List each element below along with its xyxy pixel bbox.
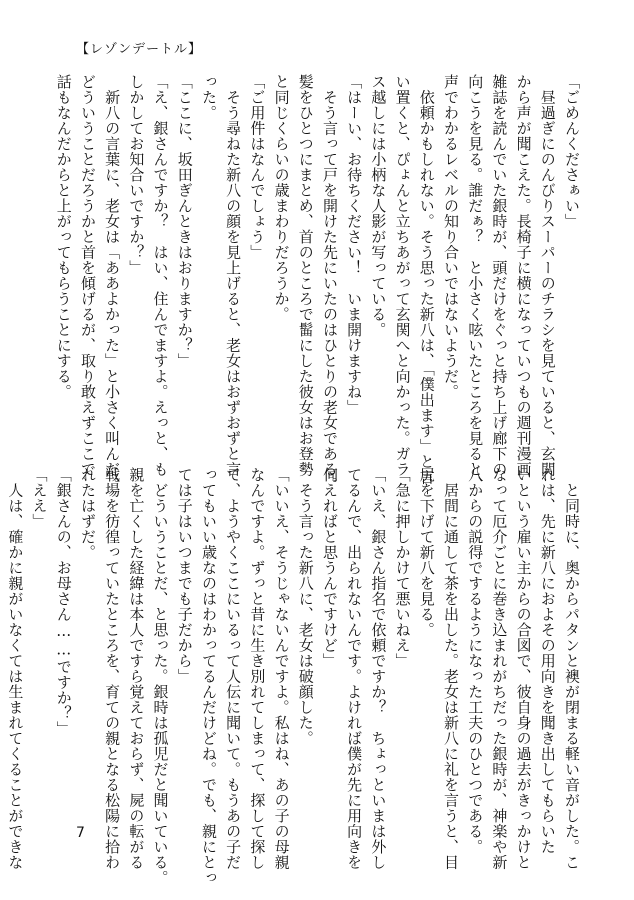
text-line: 親を亡くした経緯は本人ですら覚えておらず、屍の転がる (127, 467, 146, 870)
text-line: 声でわかるレベルの知り合いではないようだ。 (441, 74, 460, 400)
text-line: 「銀さんの、お母さん……ですか？」 (54, 467, 73, 737)
text-line: れは、先に新八におよその用向きを聞き出してもらいた (538, 467, 557, 855)
text-line: 昼過ぎにのんびりスーパーのチラシを見ていると、玄関 (538, 74, 557, 477)
text-line: 「ここに、坂田ぎんときはおりますか？」 (175, 74, 194, 369)
text-line: 「ええ」 (30, 467, 49, 529)
text-line: れたはずだ。 (78, 467, 97, 560)
text-line: 尻を下げて新八を見る。 (417, 467, 436, 638)
text-line: 八からの説得でするようになった工夫のひとつである。 (466, 467, 485, 855)
text-line: 「え、銀さんですか？ はい、住んでますよ。えっと、も (151, 74, 170, 477)
text-line: 居間に通して茶を出した。老女は新八に礼を言うと、目 (441, 467, 460, 870)
text-line: てるんで、出られないんです。よければ僕が先に用向きを (345, 467, 364, 870)
text-line: いという雇い主からの合図で、彼自身の過去がきっかけと (514, 467, 533, 870)
text-line: て、ようやくここにいるって人伝に聞いて。もうあの子だ (224, 467, 243, 870)
text-line: そう言った新八に、老女は破顔した。 (296, 467, 315, 746)
text-line: どういうことだろうかと首を傾げるが、取り敢えずここで (78, 74, 97, 477)
text-line: から声が聞こえた。長椅子に横になっていつもの週刊漫画 (514, 74, 533, 477)
text-line: どういうことだ、と思った。銀時は孤児だと聞いている。 (151, 467, 170, 886)
text-line: ては子はいつまでも子だから」 (175, 467, 194, 684)
text-line: なって厄介ごとに巻き込まれがちだった銀時が、神楽や新 (490, 467, 509, 870)
upper-text-block (52, 74, 584, 493)
lower-text-block (3, 467, 584, 886)
text-line: い置くと、ぴょんと立ちあがって玄関へと向かった。ガラ (393, 74, 412, 477)
text-line: 戦場を彷徨っていたところを、育ての親となる松陽に拾わ (103, 467, 122, 870)
text-line: 人は、確かに親がいなくては生まれてくることができな (6, 467, 25, 870)
text-line: 「急に押しかけて悪いねえ」 (393, 467, 412, 669)
text-line: 新八の言葉に、老女は「ああよかった」と小さく叫んだ。 (103, 74, 122, 493)
text-line: と同時に、奥からパタンと襖が閉まる軽い音がした。こ (563, 467, 581, 870)
text-line: ス越しには小柄な人影が写っている。 (369, 74, 388, 338)
page-number: 7 (76, 825, 85, 841)
text-line: 雑誌を読んでいた銀時が、頭だけをぐっと持ち上げ廊下の (490, 74, 509, 477)
text-line: 「いいえ、そうじゃないんですよ。私はね、あの子の母親 (272, 467, 291, 870)
text-line: そう尋ねた新八の顔を見上げると、老女はおずおずと言 (224, 74, 243, 477)
text-line: 「はーい、お待ちください！ いま開けますね」 (345, 74, 364, 415)
text-line: ってもいい歳なのはわかってるんだけどね。でも、親にとっ (199, 467, 218, 886)
text-line: 伺えればと思うんですけど」 (320, 467, 339, 669)
text-line: 「ご用件はなんでしょう」 (248, 74, 267, 260)
text-line: 「いえ、銀さん指名で依頼ですか？ ちょっといまは外し (369, 467, 388, 870)
chapter-header: 【レゾンデートル】 (76, 42, 203, 57)
text-line: と同じくらいの歳まわりだろうか。 (272, 74, 291, 322)
text-line: なんですよ。ずっと昔に生き別れてしまって、探して探し (248, 467, 267, 870)
text-line: 「ごめんくださぁい」 (563, 74, 581, 229)
text-line: った。 (199, 74, 218, 121)
text-line: 向こうを見る。誰だぁ？ と小さく呟いたところを見ると、 (466, 74, 485, 493)
text-line: しかしてお知合いですか？」 (127, 74, 146, 276)
text-line: そう言って戸を開けた先にいたのはひとりの老女である。 (320, 74, 339, 493)
text-line: 髪をひとつにまとめ、首のところで髷にした彼女はお登勢 (296, 74, 315, 477)
text-line: 話もなんだからと上がってもらうことにする。 (54, 74, 73, 400)
text-line: 依頼かもしれない。そう思った新八は、「僕出ます」と言 (417, 74, 436, 485)
